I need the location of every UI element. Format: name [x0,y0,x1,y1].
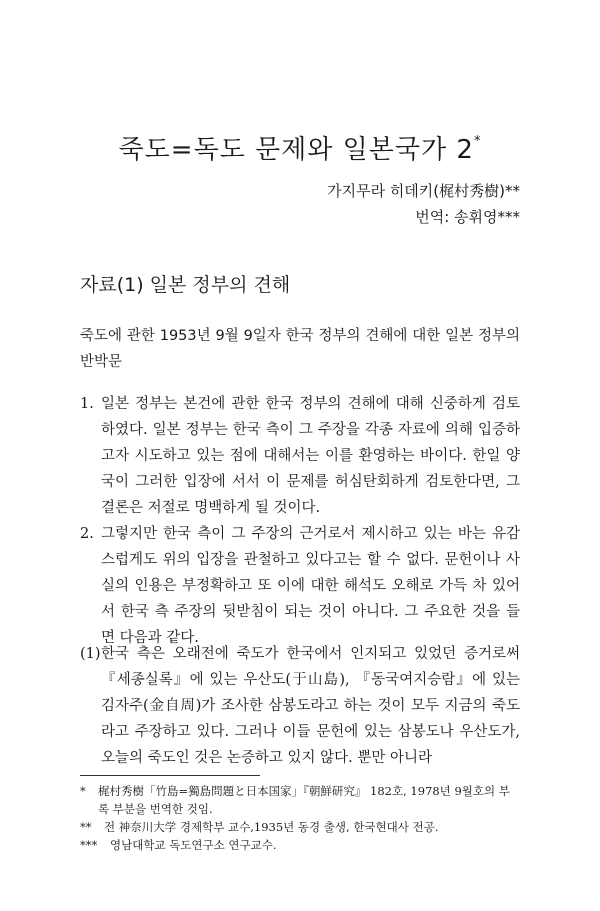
footnote-3 [80,836,520,854]
paragraph-2 [80,521,520,651]
footnote-text: 전 神奈川大学 경제학부 교수,1935년 동경 출생, 한국현대사 전공. [104,820,439,834]
title-footnote-mark: * [473,133,482,149]
footnotes [80,782,520,854]
section-heading: 자료(1) 일본 정부의 견해 [80,274,291,296]
paragraph-text: 일본 정부는 본건에 관한 한국 정부의 견해에 대해 신중하게 검토하였다. 일본 정부는 한국 측이 그 주장을 각종 자료에 의해 입증하고자 시도하고 있는 점에 대해서는 이를 환영하는 바이다. 한일 양국이 그러한 입장에 서서 이 문제를 허심탄회하게 검토한다면, 그 결론은 저절로 명백하게 될 것이다. [101,396,520,516]
page-title [0,129,600,166]
footnote-text: 梶村秀樹「竹島=獨島問題と日本国家」『朝鮮研究』 182호, 1978년 9월호의 부록 부분을 번역한 것임. [98,784,510,816]
paragraph-1 [80,391,520,521]
footnote-1 [80,782,520,818]
footnote-divider [80,775,260,776]
paragraph-number: (1) [80,646,101,662]
footnote-mark: * [80,784,86,798]
paragraph-number: 1. [80,396,94,412]
paragraph-3 [80,641,520,771]
footnote-mark: *** [80,838,98,852]
footnote-2 [80,818,520,836]
page-title-text: 죽도=독도 문제와 일본국가 2 [118,135,474,166]
translator-byline: 번역: 송휘영*** [415,208,520,226]
paragraph-text: 그렇지만 한국 측이 그 주장의 근거로서 제시하고 있는 바는 유감스럽게도 위의 입장을 관철하고 있다고는 할 수 없다. 문헌이나 사실의 인용은 부정확하고 또 이에 대한 해석도 오해로 가득 차 있어서 한국 측 주장의 뒷받침이 되는 것이 아니다. 그 주요한 것을 들면 다음과 같다. [101,526,520,646]
paragraph-number: 2. [80,526,94,542]
footnote-mark: ** [80,820,92,834]
paragraph-text: 한국 측은 오래전에 죽도가 한국에서 인지되고 있었던 증거로써 『세종실록』에 있는 우산도(于山島), 『동국여지승람』에 있는 김자주(金自周)가 조사한 삼봉도라고 하는 것이 모두 지금의 죽도라고 주장하고 있다. 그러나 이들 문헌에 있는 삼봉도나 우산도가, 오늘의 죽도인 것은 논증하고 있지 않다. 뿐만 아니라 [101,646,520,766]
document-subheading: 죽도에 관한 1953년 9월 9일자 한국 정부의 견해에 대한 일본 정부의 반박문 [80,328,520,370]
footnote-text: 영남대학교 독도연구소 연구교수. [110,838,277,852]
author-byline: 가지무라 히데키(梶村秀樹)** [327,182,520,200]
